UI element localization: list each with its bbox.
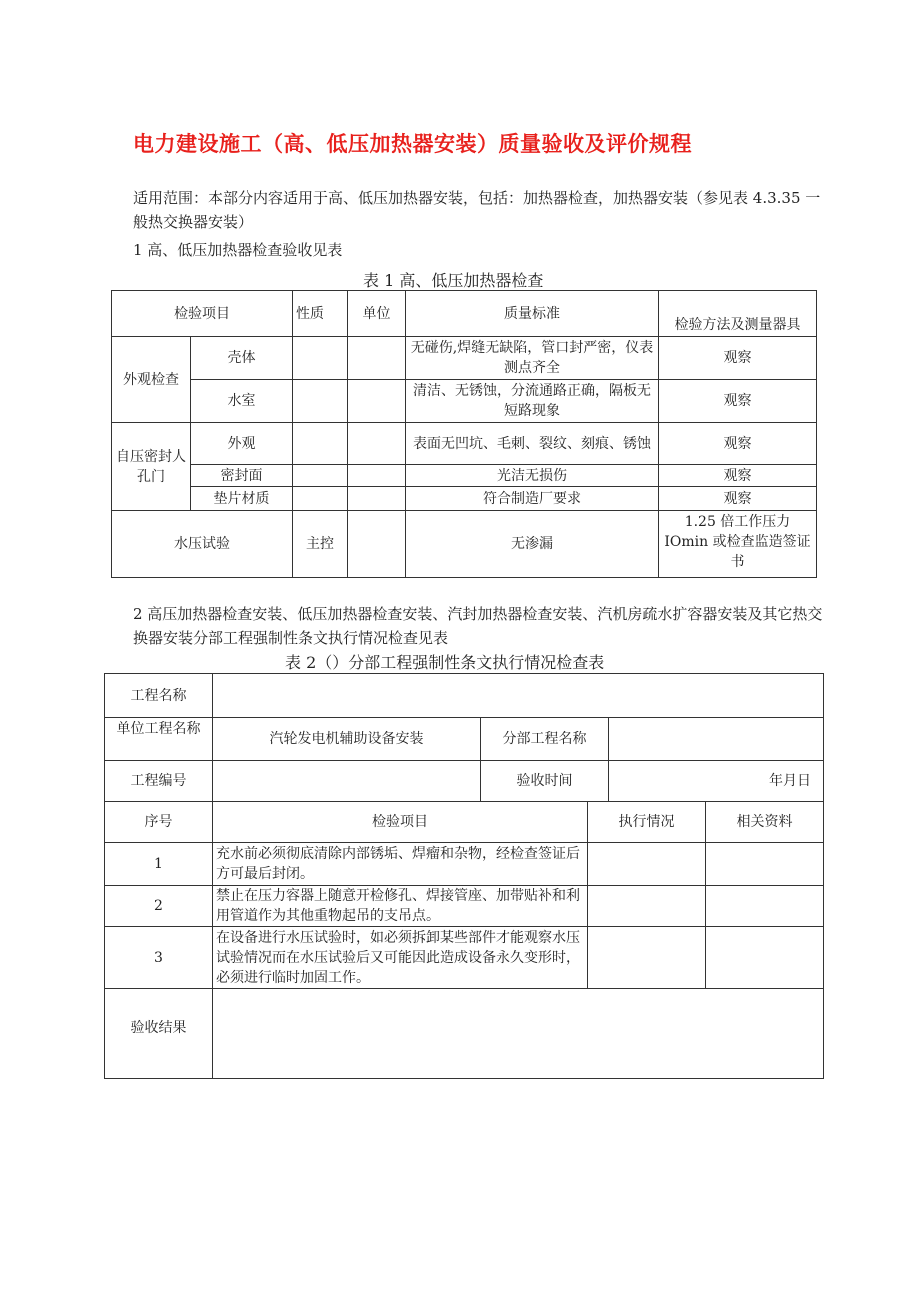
- row-method: 观察: [659, 337, 817, 380]
- row-item: 垫片材质: [191, 487, 293, 511]
- row-standard: 无碰伤,焊缝无缺陷，管口封严密，仪表测点齐全: [406, 337, 659, 380]
- table-row: [112, 487, 817, 511]
- header-nature: 性质: [293, 291, 348, 337]
- sub-project-label: 分部工程名称: [481, 718, 609, 761]
- row-execution-status: [588, 886, 706, 927]
- row-method: 观察: [659, 380, 817, 423]
- row-item: 壳体: [191, 337, 293, 380]
- header-execution-status: 执行情况: [588, 802, 706, 843]
- acceptance-time-label: 验收时间: [481, 761, 609, 802]
- table-row: [112, 465, 817, 487]
- header-related-docs: 相关资料: [706, 802, 824, 843]
- row-nature: [293, 380, 348, 423]
- header-item: 检验项目: [112, 291, 293, 337]
- row-standard: 符合制造厂要求: [406, 487, 659, 511]
- row-unit: [348, 465, 406, 487]
- row-method: 1.25 倍工作压力 IOmin 或检查监造签证书: [659, 511, 817, 578]
- acceptance-time-value: 年月日: [609, 761, 824, 802]
- section-1-heading: 1 高、低压加热器检查验收见表: [133, 241, 343, 259]
- row-nature: [293, 487, 348, 511]
- header-method: 检验方法及测量器具: [659, 291, 817, 337]
- group-manhole-door: 自压密封人孔门: [112, 423, 191, 511]
- row-unit: [348, 423, 406, 465]
- row-nature: 主控: [293, 511, 348, 578]
- unit-project-label: 单位工程名称: [105, 718, 213, 761]
- row-check-item: 在设备进行水压试验时，如必须拆卸某些部件才能观察水压试验情况而在水压试验后又可能因此造成设备永久变形时，必须进行临时加固工作。: [213, 927, 588, 989]
- header-standard: 质量标准: [406, 291, 659, 337]
- inspection-table: [111, 290, 817, 578]
- row-unit: [348, 337, 406, 380]
- row-related-docs: [706, 843, 824, 886]
- project-name-label: 工程名称: [105, 674, 213, 718]
- row-unit: [348, 380, 406, 423]
- row-item: 外观: [191, 423, 293, 465]
- row-nature: [293, 423, 348, 465]
- row-item: 密封面: [191, 465, 293, 487]
- table-row: [112, 337, 817, 380]
- row-check-item: 禁止在压力容器上随意开检修孔、焊接管座、加带贴补和利用管道作为其他重物起吊的支吊点。: [213, 886, 588, 927]
- row-nature: [293, 337, 348, 380]
- header-check-item: 检验项目: [213, 802, 588, 843]
- header-no: 序号: [105, 802, 213, 843]
- document-title: 电力建设施工（高、低压加热器安装）质量验收及评价规程: [133, 132, 692, 156]
- project-name-row: [105, 674, 824, 718]
- row-no: 1: [105, 843, 213, 886]
- table-1-caption: 表 1 高、低压加热器检查: [363, 271, 544, 290]
- table-row: [112, 423, 817, 465]
- table-row: [112, 511, 817, 578]
- row-method: 观察: [659, 423, 817, 465]
- acceptance-result-label: 验收结果: [105, 989, 213, 1079]
- table-row: [105, 927, 824, 989]
- row-related-docs: [706, 886, 824, 927]
- project-name-value: [213, 674, 824, 718]
- row-no: 2: [105, 886, 213, 927]
- row-standard: 无渗漏: [406, 511, 659, 578]
- group-appearance-check: 外观检查: [112, 337, 191, 423]
- acceptance-result-row: [105, 989, 824, 1079]
- project-number-label: 工程编号: [105, 761, 213, 802]
- project-number-value: [213, 761, 481, 802]
- table-row: [112, 380, 817, 423]
- table-2-header-row: [105, 802, 824, 843]
- row-method: 观察: [659, 465, 817, 487]
- unit-project-value: 汽轮发电机辅助设备安装: [213, 718, 481, 761]
- row-standard: 表面无凹坑、毛刺、裂纹、刻痕、锈蚀: [406, 423, 659, 465]
- section-2-heading: 2 高压加热器检查安装、低压加热器检查安装、汽封加热器检查安装、汽机房疏水扩容器安装及其它热交换器安装分部工程强制性条文执行情况检查见表: [133, 605, 823, 647]
- table-row: [105, 843, 824, 886]
- acceptance-result-value: [213, 989, 824, 1079]
- row-method: 观察: [659, 487, 817, 511]
- table-1-header-row: [112, 291, 817, 337]
- row-item: 水压试验: [112, 511, 293, 578]
- table-2-caption: 表 2（）分部工程强制性条文执行情况检查表: [285, 653, 605, 672]
- row-check-item: 充水前必须彻底清除内部锈垢、焊瘤和杂物，经检查签证后方可最后封闭。: [213, 843, 588, 886]
- row-related-docs: [706, 927, 824, 989]
- project-number-row: [105, 761, 824, 802]
- unit-project-row: [105, 718, 824, 761]
- row-standard: 光洁无损伤: [406, 465, 659, 487]
- row-no: 3: [105, 927, 213, 989]
- table-row: [105, 886, 824, 927]
- row-execution-status: [588, 927, 706, 989]
- row-unit: [348, 487, 406, 511]
- row-unit: [348, 511, 406, 578]
- header-unit: 单位: [348, 291, 406, 337]
- scope-paragraph: 适用范围：本部分内容适用于高、低压加热器安装，包括：加热器检查，加热器安装（参见表 4.3.35 一般热交换器安装）: [133, 189, 821, 231]
- row-execution-status: [588, 843, 706, 886]
- row-nature: [293, 465, 348, 487]
- mandatory-provisions-table: [104, 673, 824, 1079]
- row-item: 水室: [191, 380, 293, 423]
- row-standard: 清洁、无锈蚀，分流通路正确，隔板无短路现象: [406, 380, 659, 423]
- sub-project-value: [609, 718, 824, 761]
